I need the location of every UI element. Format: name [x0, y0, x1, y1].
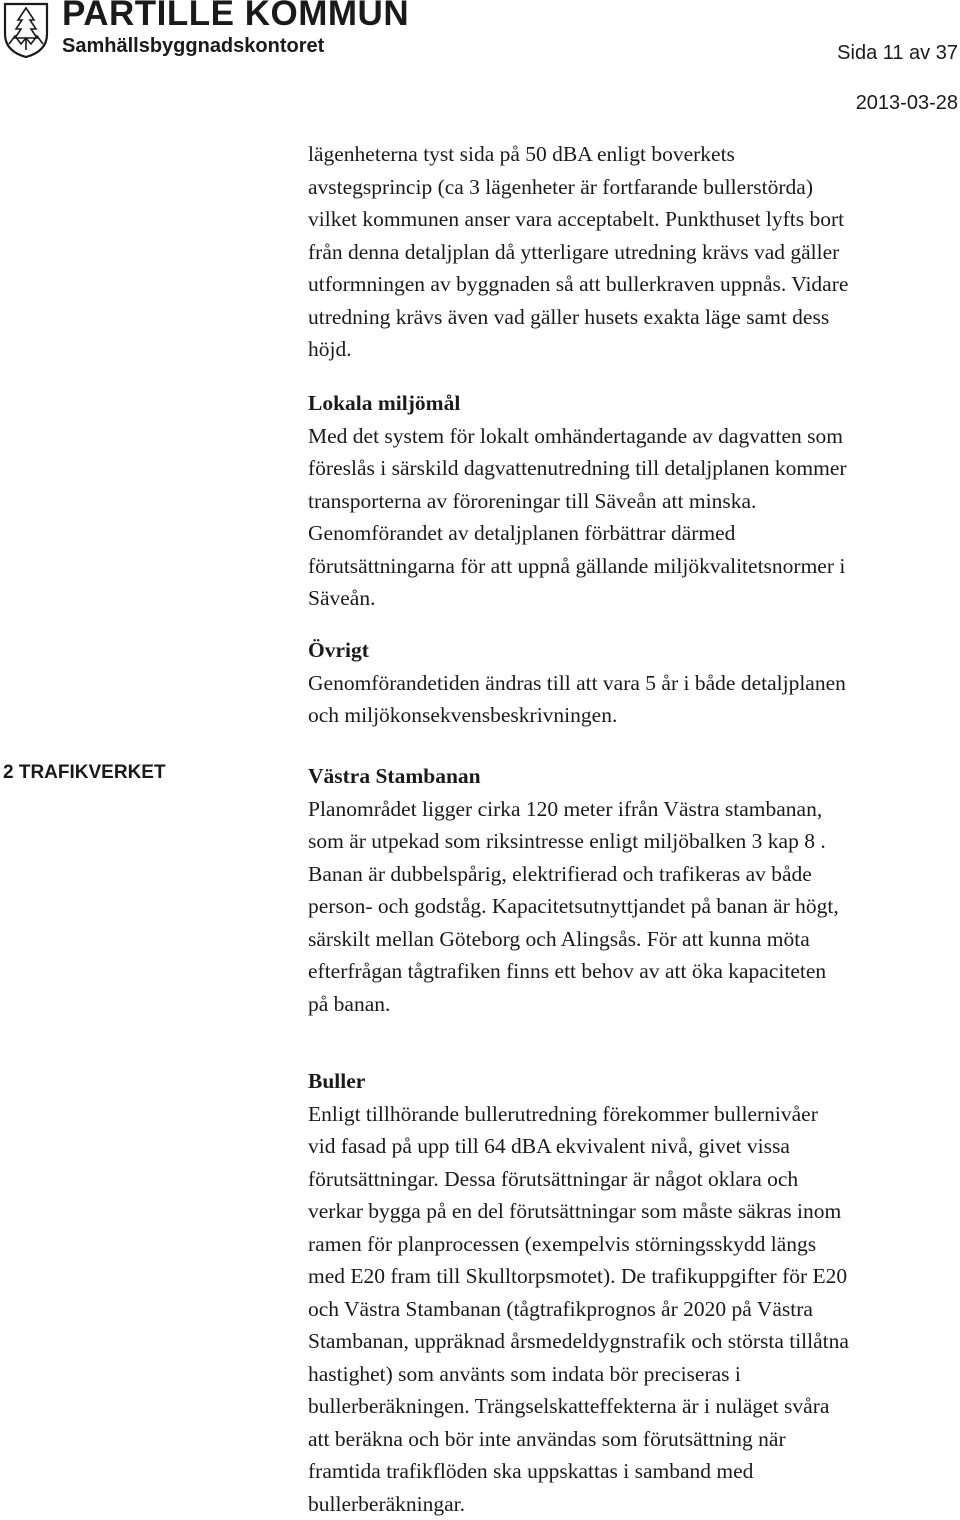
section-heading: Övrigt: [308, 634, 948, 667]
body-text: Planområdet ligger cirka 120 meter ifrån Västra stambanan, som är utpekad som riksintresse enligt miljöbalken 3 kap 8 . Banan är dubbelspårig, elektrifierad och trafikeras av både person- och godståg. Kapacitetsutnyttjandet på banan är högt, särskilt mellan Göteborg och Alingsås. För att kunna möta efterfrågan tågtrafiken finns ett behov av att öka kapaciteten på banan.: [308, 793, 948, 1021]
body-text: Genomförandetiden ändras till att vara 5 år i både detaljplanen och miljökonsekvensbeskrivningen.: [308, 667, 948, 732]
section-heading: Lokala miljömål: [308, 387, 948, 420]
section-buller: [308, 1065, 948, 1520]
body-text: Enligt tillhörande bullerutredning förekommer bullernivåer vid fasad på upp till 64 dBA ekvivalent nivå, givet vissa förutsättningar. Dessa förutsättningar är något oklara och verkar bygga på en del förutsättningar som måste säkras inom ramen för planprocessen (exempelvis störningsskydd längs med E20 fram till Skulltorpsmotet). De trafikuppgifter för E20 och Västra Stambanan (tågtrafikprognos år 2020 på Västra Stambanan, uppräknad årsmedeldygnstrafik och största tillåtna hastighet) som använts som indata bör preciseras i bullerberäkningen. Trängselskatteffekterna är i nuläget svåra att beräkna och bör inte användas som förutsättning när framtida trafikflöden ska uppskattas i samband med bullerberäkningar.: [308, 1098, 948, 1520]
section-label: 2 TRAFIKVERKET: [3, 762, 166, 784]
section-heading: Buller: [308, 1065, 948, 1098]
paragraph-continuation: [308, 138, 948, 366]
coat-of-arms-icon: [3, 2, 49, 58]
body-text: Med det system för lokalt omhändertagande av dagvatten som föreslås i särskild dagvattenutredning till detaljplanen kommer transporterna av föroreningar till Säveån att minska. Genomförandet av detaljplanen förbättrar därmed förutsättningarna för att uppnå gällande miljökvalitetsnormer i Säveån.: [308, 420, 948, 615]
body-text: lägenheterna tyst sida på 50 dBA enligt boverkets avstegsprincip (ca 3 lägenheter är fortfarande bullerstörda) vilket kommunen anser vara acceptabelt. Punkthuset lyfts bort från denna detaljplan då ytterligare utredning krävs vad gäller utformningen av byggnaden så att bullerkraven uppnås. Vidare utredning krävs även vad gäller husets exakta läge samt dess höjd.: [308, 138, 948, 366]
section-ovrigt: [308, 634, 948, 732]
department-name: Samhällsbyggnadskontoret: [62, 35, 324, 58]
page-number: Sida 11 av 37: [837, 42, 958, 65]
document-date: 2013-03-28: [856, 92, 958, 115]
section-lokala-miljomal: [308, 387, 948, 615]
section-heading: Västra Stambanan: [308, 760, 948, 793]
organization-name: PARTILLE KOMMUN: [62, 0, 409, 34]
section-vastra-stambanan: [308, 760, 948, 1020]
